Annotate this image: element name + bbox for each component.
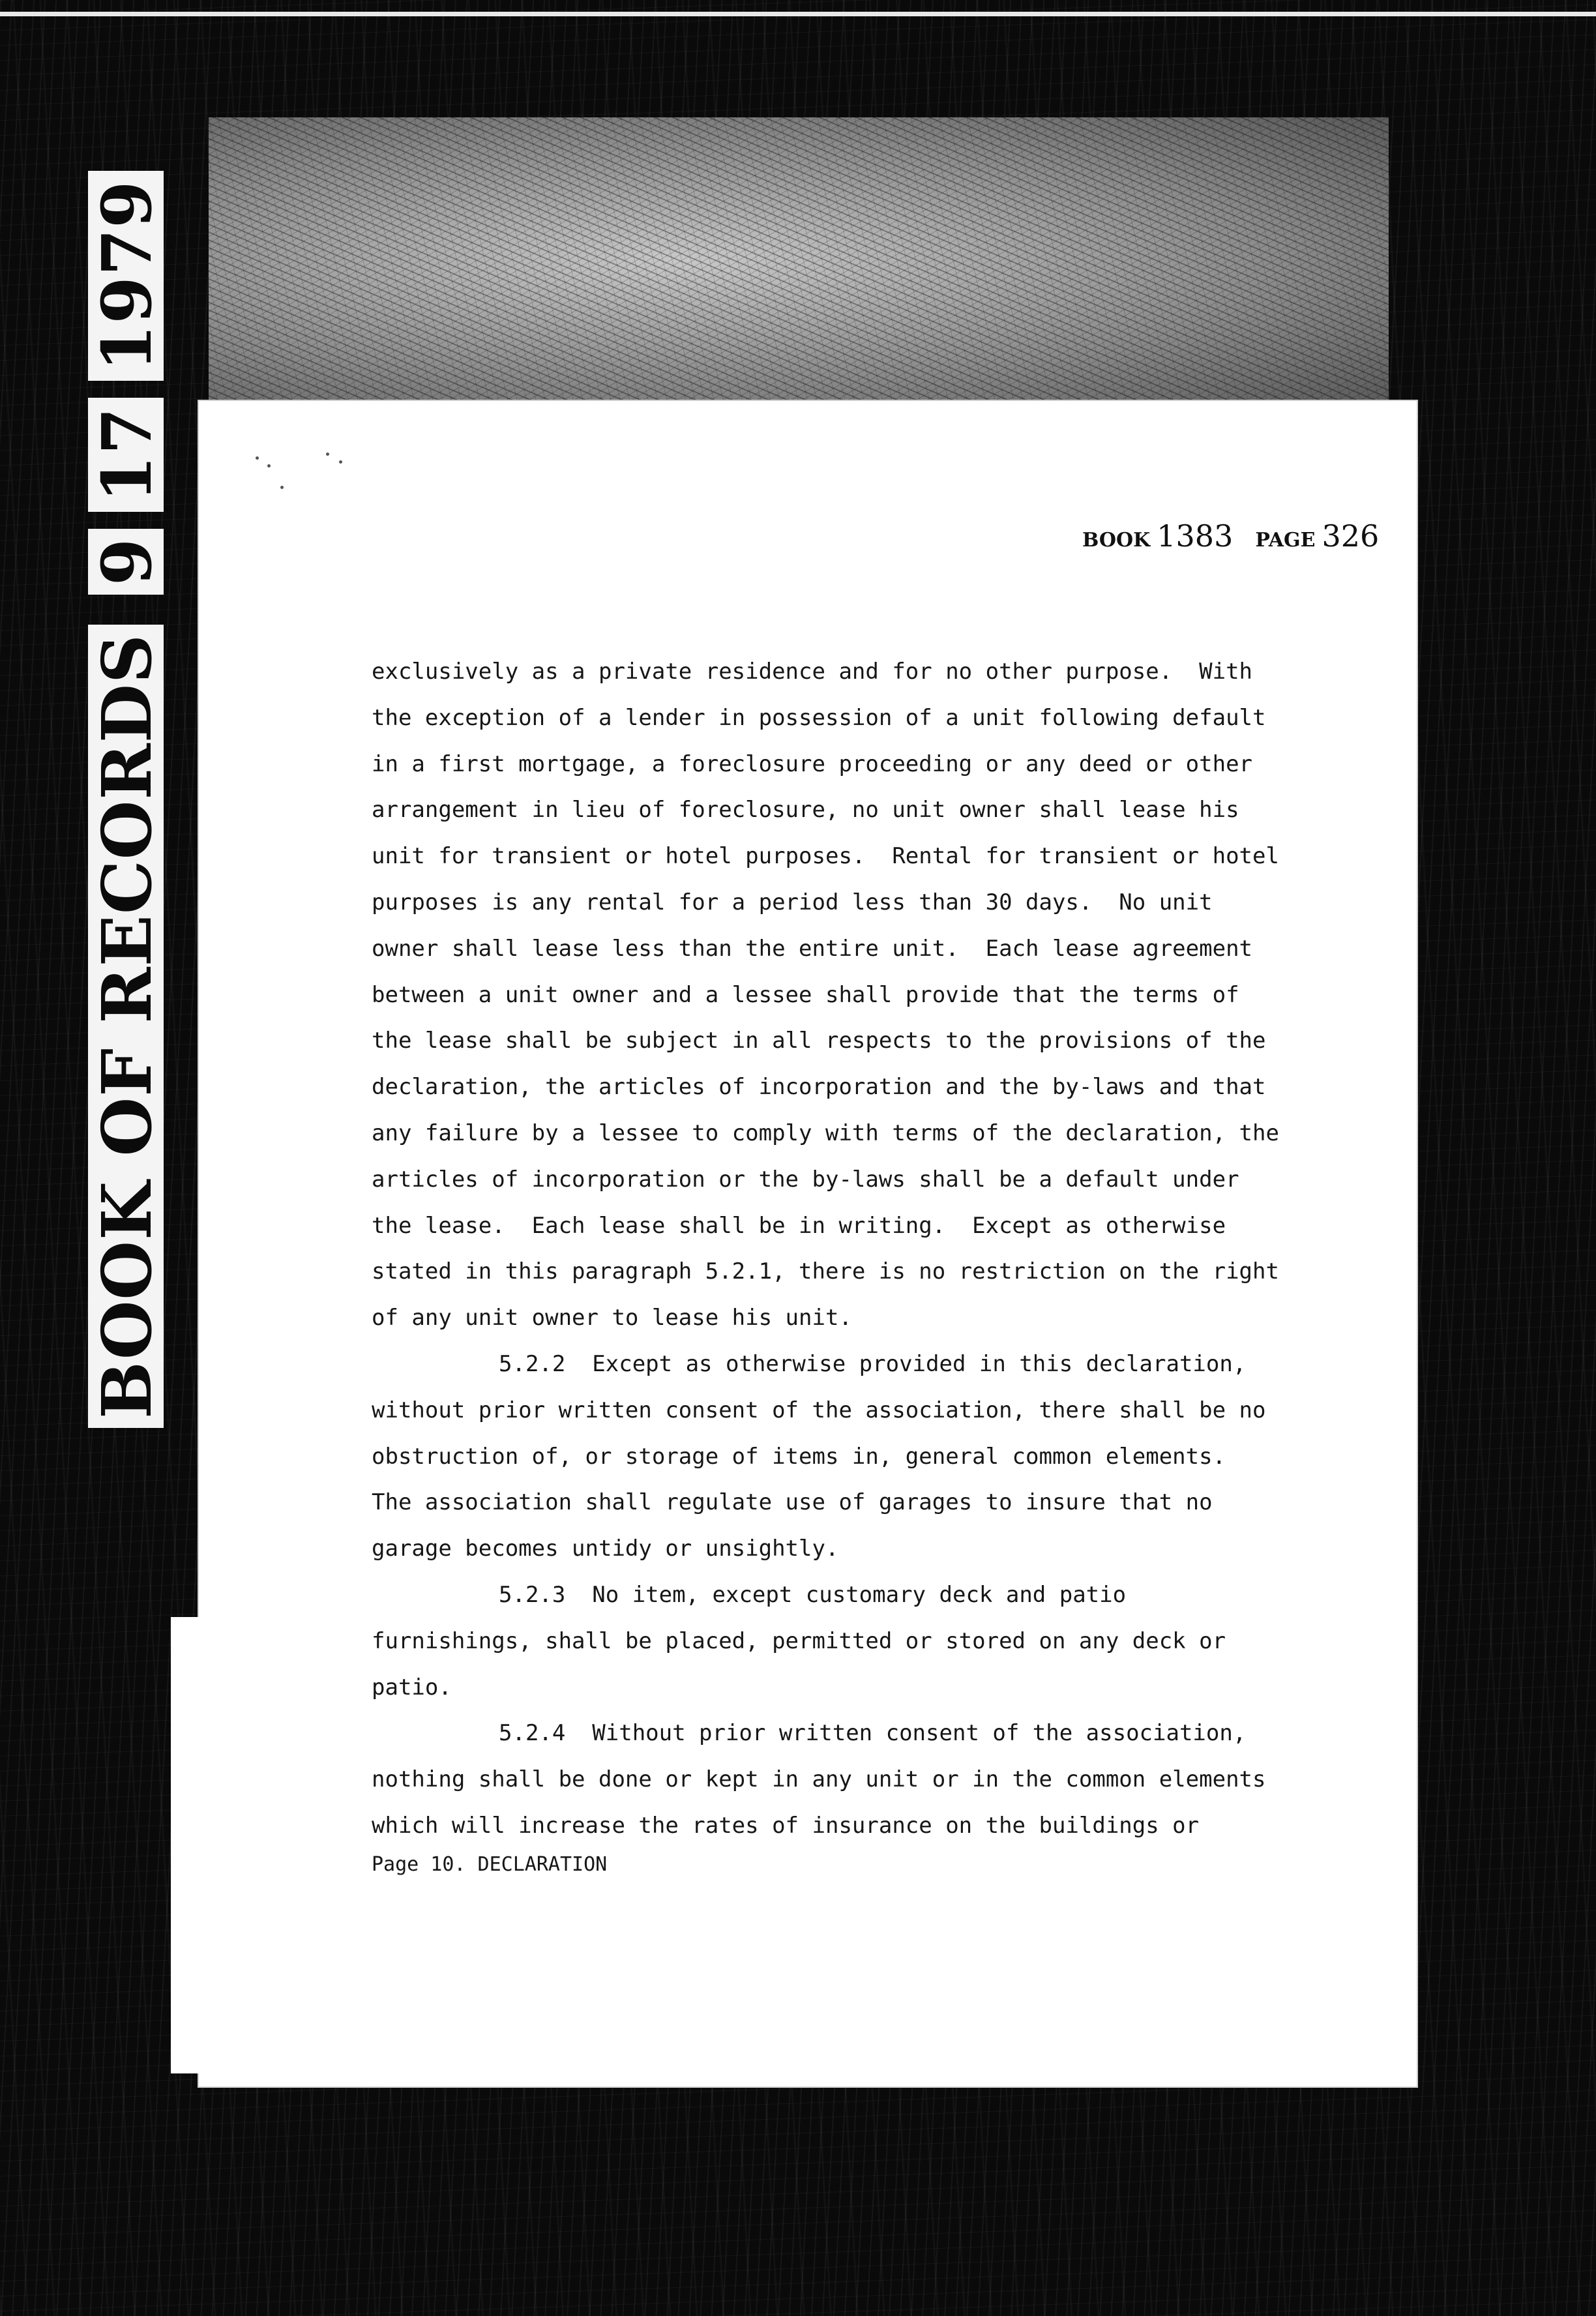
page-edge-tab [171, 1617, 210, 2073]
text-line: declaration, the articles of incorporation and the by-laws and that [372, 1074, 1266, 1101]
page-number: 326 [1322, 518, 1380, 554]
text-line: which will increase the rates of insurance on the buildings or [372, 1812, 1200, 1839]
scan-noise-strip [209, 117, 1389, 404]
text-line: arrangement in lieu of foreclosure, no unit owner shall lease his [372, 797, 1239, 824]
text-line: stated in this paragraph 5.2.1, there is no restriction on the right [372, 1258, 1279, 1285]
recording-stamp [85, 156, 167, 1428]
text-line: any failure by a lessee to comply with terms of the declaration, the [372, 1120, 1279, 1146]
paper-speck [326, 453, 329, 456]
text-line: articles of incorporation or the by-laws shall be a default under [372, 1166, 1239, 1193]
paper-speck [256, 456, 259, 460]
book-number: 1383 [1157, 518, 1234, 554]
text-line: the lease shall be subject in all respects to the provisions of the [372, 1028, 1266, 1054]
stamp-day: 17 [88, 398, 164, 512]
text-line: The association shall regulate use of garages to insure that no [372, 1489, 1213, 1516]
page-footer: Page 10. DECLARATION [372, 1853, 608, 1876]
text-line: purposes is any rental for a period less than 30 days. No unit [372, 889, 1213, 915]
text-line: nothing shall be done or kept in any unit or in the common elements [372, 1766, 1266, 1793]
text-line: exclusively as a private residence and for no other purpose. With [372, 659, 1253, 685]
text-line: of any unit owner to lease his unit. [372, 1305, 852, 1331]
paragraph-5-2-3-start: 5.2.3 No item, except customary deck and patio [499, 1581, 1127, 1608]
text-line: obstruction of, or storage of items in, general common elements. [372, 1443, 1226, 1470]
text-line: owner shall lease less than the entire unit. Each lease agreement [372, 935, 1253, 962]
text-line: the exception of a lender in possession of a unit following default [372, 704, 1266, 731]
book-label: BOOK [1082, 529, 1151, 552]
text-line: between a unit owner and a lessee shall provide that the terms of [372, 981, 1239, 1008]
text-line: garage becomes untidy or unsightly. [372, 1536, 839, 1562]
book-page-reference [1082, 518, 1379, 554]
paper-speck [267, 464, 271, 468]
text-line: furnishings, shall be placed, permitted or stored on any deck or [372, 1627, 1226, 1654]
text-line: patio. [372, 1674, 452, 1700]
text-line: without prior written consent of the association, there shall be no [372, 1397, 1266, 1423]
page-label: PAGE [1255, 529, 1316, 552]
paragraph-5-2-4-start: 5.2.4 Without prior written consent of the association, [499, 1720, 1247, 1747]
stamp-year: 1979 [88, 171, 164, 380]
text-line: in a first mortgage, a foreclosure proceeding or any deed or other [372, 750, 1253, 777]
scan-top-edge [0, 12, 1596, 16]
stamp-month: 9 [88, 529, 164, 595]
stamp-book-of-records: BOOK OF RECORDS [88, 625, 164, 1428]
paragraph-5-2-2-start: 5.2.2 Except as otherwise provided in this declaration, [499, 1350, 1247, 1377]
paper-speck [339, 460, 342, 464]
document-body [372, 649, 1363, 1849]
text-line: unit for transient or hotel purposes. Rental for transient or hotel [372, 843, 1279, 870]
paper-speck [280, 486, 284, 489]
text-line: the lease. Each lease shall be in writing. Except as otherwise [372, 1212, 1226, 1239]
